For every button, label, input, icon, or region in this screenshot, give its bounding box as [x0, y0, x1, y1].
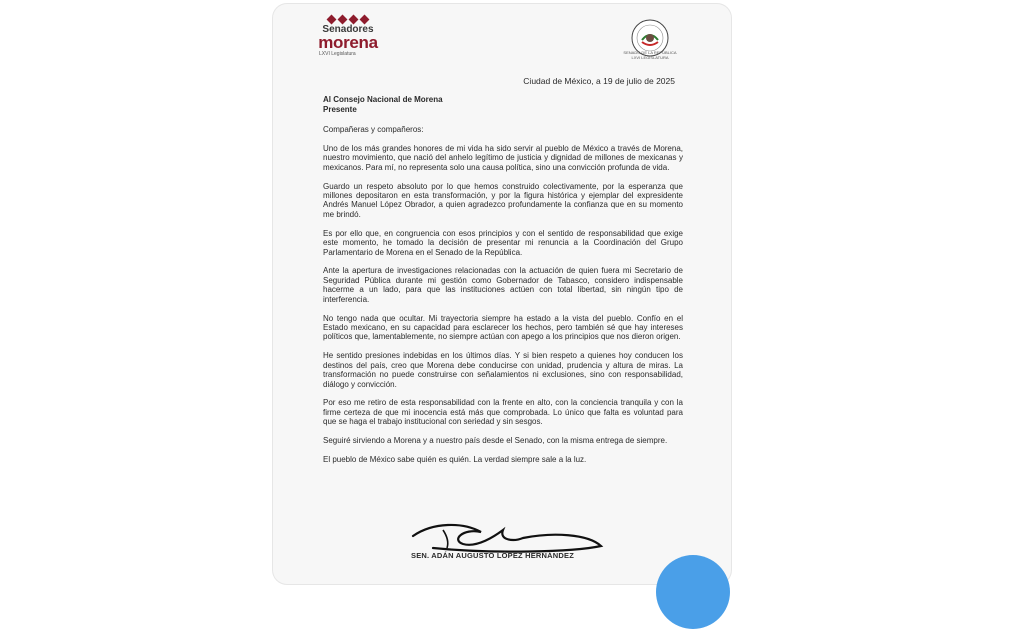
letter-paragraph: Ante la apertura de investigaciones relacionadas con la actuación de quien fuera mi Secretario de Seguridad Pública durante mi gestión como Gobernador de Tabasco, considero indispensable hacerme a un lado, para que las instituciones actúen con total libertad, sin ningún tipo de interferencia.	[323, 266, 683, 304]
morena-brand-mark-icon	[313, 16, 383, 23]
letter-paragraph: Uno de los más grandes honores de mi vida ha sido servir al pueblo de México a través de Morena, nuestro movimiento, que nació del anhelo legítimo de justicia y dignidad de millones de mexicanas y mexicanos. Para mí, no representa solo una causa política, sino una convicción profunda de vida.	[323, 143, 683, 172]
logo-legislatura-text: LXVI Legislatura	[319, 51, 356, 57]
letter-recipient	[323, 95, 443, 115]
letter-paragraph: Por eso me retiro de esta responsabilidad con la frente en alto, con la conciencia tranquila y con la firme certeza de que mi inocencia está más que comprobada. Lo único que falta es voluntad para que se haga el trabajo institucional con seriedad y sin sesgos.	[323, 398, 683, 427]
senadores-morena-logo	[313, 16, 383, 58]
letter-page	[273, 4, 731, 584]
recipient-line: Presente	[323, 105, 357, 114]
letter-greeting: Compañeras y compañeros:	[323, 125, 424, 134]
letter-paragraph: Seguiré sirviendo a Morena y a nuestro país desde el Senado, con la misma entrega de siempre.	[323, 436, 668, 446]
logo-senadores-text: Senadores	[322, 24, 374, 35]
seal-caption: SENADO DE LA REPÚBLICA LXVI LEGISLATURA	[623, 50, 677, 60]
floating-action-button[interactable]	[656, 555, 730, 629]
logo-morena-text: morena	[318, 33, 378, 52]
letter-paragraph: Es por ello que, en congruencia con esos principios y con el sentido de responsabilidad que exige este momento, he tomado la decisión de presentar mi renuncia a la Coordinación del Grupo Parlamentario de Morena en el Senado de la República.	[323, 228, 683, 257]
letter-body	[323, 125, 683, 474]
letter-paragraph: El pueblo de México sabe quién es quién. La verdad siempre sale a la luz.	[323, 455, 587, 465]
letter-paragraph: He sentido presiones indebidas en los últimos días. Y si bien respeto a quienes hoy conducen los destinos del país, creo que Morena debe conducirse con unidad, prudencia y altura de miras. La transformación no puede construirse con señalamientos ni exclusiones, sino con responsabilidad, diálogo y convicción.	[323, 351, 683, 389]
letter-date: Ciudad de México, a 19 de julio de 2025	[523, 76, 675, 86]
signer-name: SEN. ADÁN AUGUSTO LÓPEZ HERNÁNDEZ	[411, 551, 574, 560]
letter-paragraph: Guardo un respeto absoluto por lo que hemos construido colectivamente, por la esperanza que millones depositaron en esta transformación, y por la figura histórica y ejemplar del expresidente Andrés Manuel López Obrador, a quien agradezco profundamente la confianza que en su momento me brindó.	[323, 181, 683, 219]
letter-paragraph: No tengo nada que ocultar. Mi trayectoria siempre ha estado a la vista del pueblo. Confío en el Estado mexicano, en su capacidad para esclarecer los hechos, pero también sé que hay intereses políticos que, lamentablemente, no siempre actúan con apego a los principios que nos dieron origen.	[323, 313, 683, 342]
recipient-line: Al Consejo Nacional de Morena	[323, 95, 443, 104]
